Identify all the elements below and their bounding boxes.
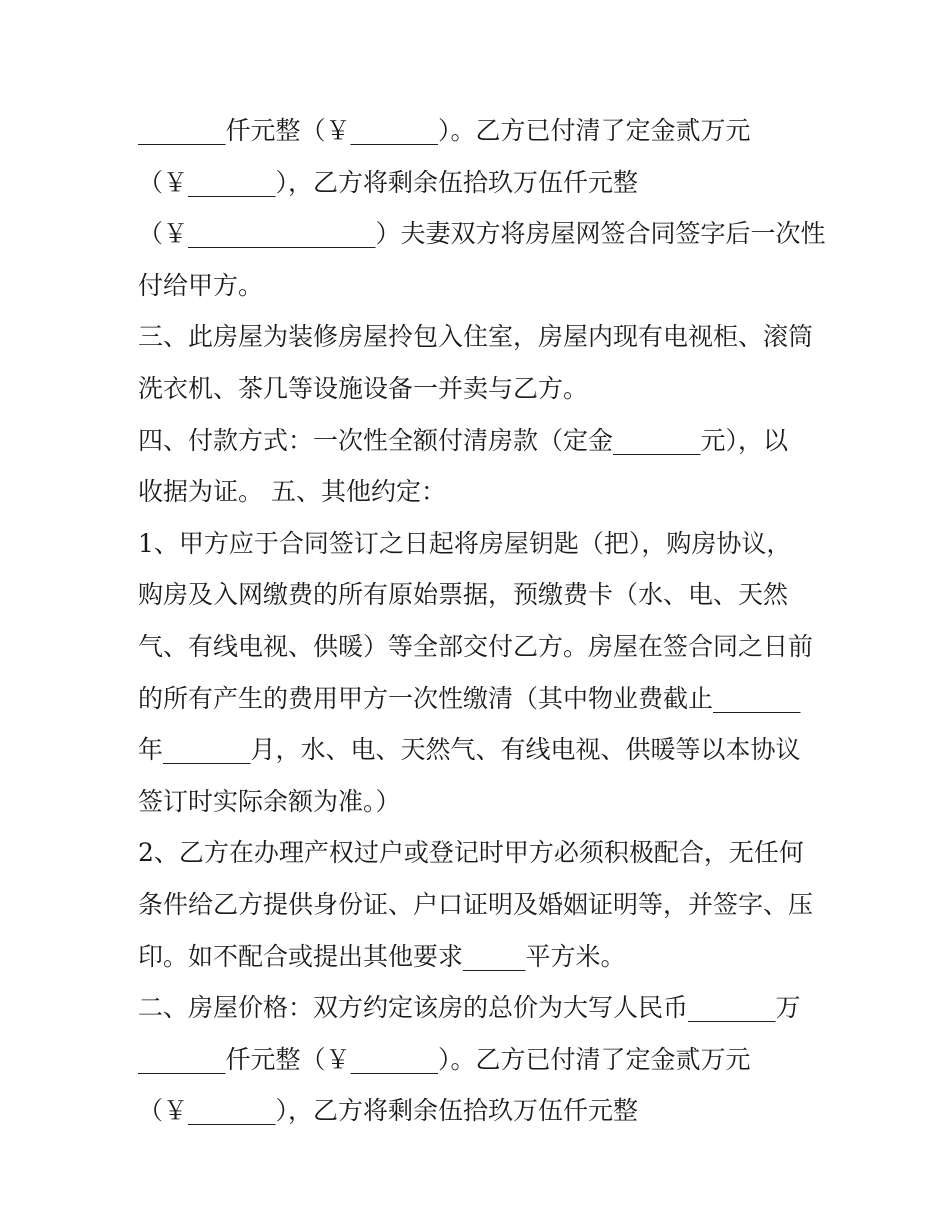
text-line: 1、甲方应于合同签订之日起将房屋钥匙（把），购房协议，: [138, 528, 792, 558]
text-line: _______仟元整（￥_______）。乙方已付清了定金贰万元: [138, 116, 751, 145]
text-line: （￥_______），乙方将剩余伍拾玖万伍仟元整: [138, 1096, 639, 1126]
text-line: 购房及入网缴费的所有原始票据，预缴费卡（水、电、天然: [138, 580, 789, 610]
text-line: 付给甲方。: [138, 270, 264, 300]
text-line: 的所有产生的费用甲方一次性缴清（其中物业费截止_______: [138, 683, 801, 713]
text-line: 二、房屋价格：双方约定该房的总价为大写人民币_______万: [138, 993, 801, 1023]
contract-text: [138, 105, 828, 1137]
text-line: 洗衣机、茶几等设施设备一并卖与乙方。: [138, 373, 589, 403]
text-line: 签订时实际余额为准。）: [138, 786, 401, 816]
text-line: 收据为证。 五、其他约定：: [138, 477, 446, 507]
text-line: 条件给乙方提供身份证、户口证明及婚姻证明等，并签字、压: [138, 889, 814, 919]
text-line: 三、此房屋为装修房屋拎包入住室，房屋内现有电视柜、滚筒: [138, 322, 814, 352]
text-line: _______仟元整（￥_______）。乙方已付清了定金贰万元: [138, 1044, 751, 1074]
text-line: 2、乙方在办理产权过户或登记时甲方必须积极配合，无任何: [138, 838, 804, 868]
text-line: 年_______月，水、电、天然气、有线电视、供暖等以本协议: [138, 735, 801, 765]
text-line: 气、有线电视、供暖）等全部交付乙方。房屋在签合同之日前: [138, 631, 814, 661]
text-line: 印。如不配合或提出其他要求_____平方米。: [138, 941, 626, 971]
text-line: （￥_______________）夫妻双方将房屋网签合同签字后一次性: [138, 219, 826, 249]
text-line: 四、付款方式：一次性全额付清房款（定金_______元），以: [138, 425, 789, 455]
text-line: （￥_______），乙方将剩余伍拾玖万伍仟元整: [138, 167, 639, 197]
